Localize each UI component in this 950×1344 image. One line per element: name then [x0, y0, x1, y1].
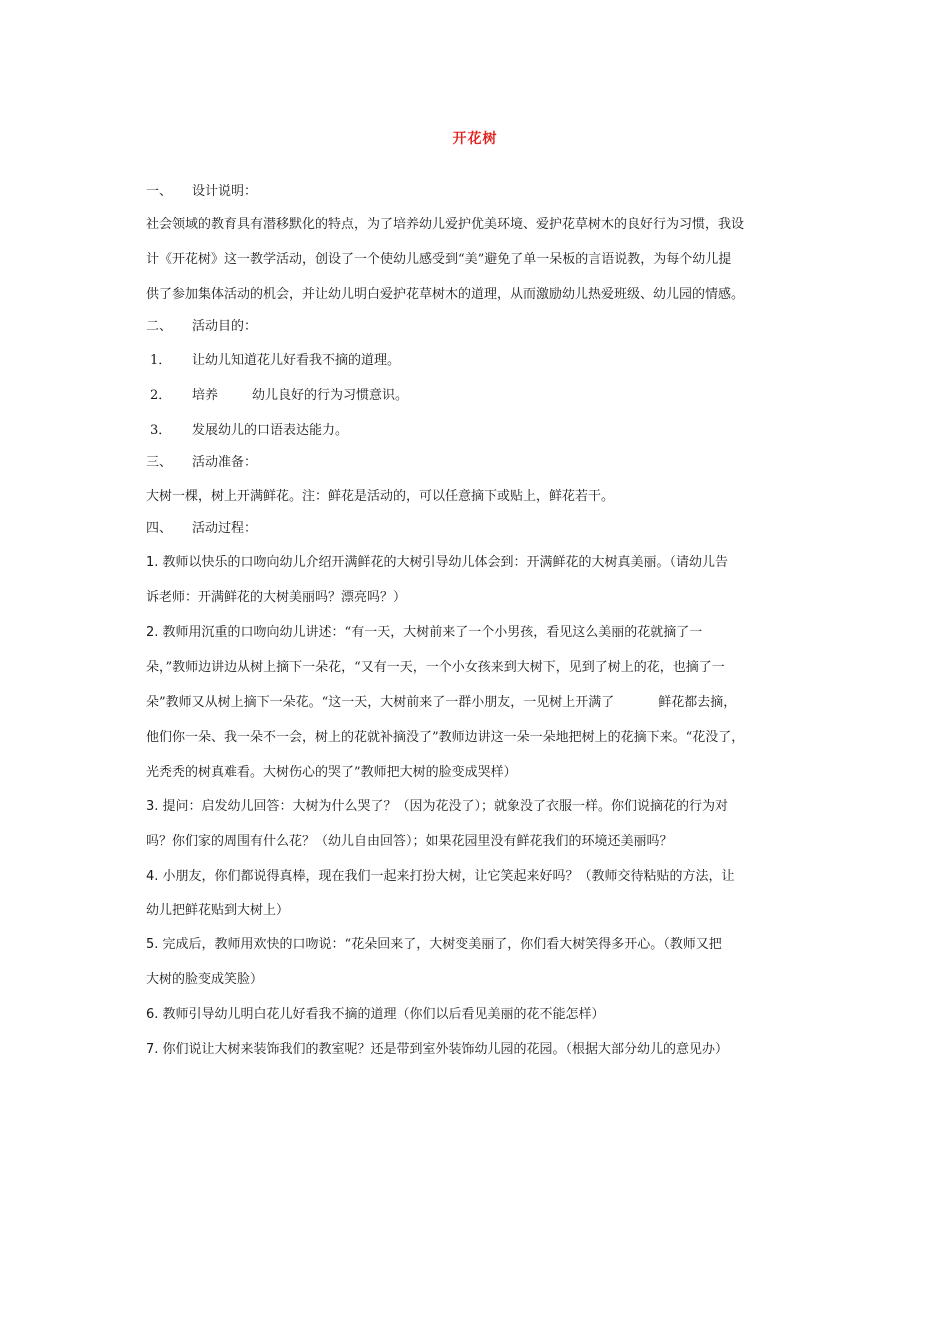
step-number: 4. — [146, 869, 159, 884]
step-text: 教师引导幼儿明白花儿好看我不摘的道理（你们以后看见美丽的花不能怎样） — [162, 1007, 605, 1022]
paragraph-line: 计《开花树》这一教学活动，创设了一个使幼儿感受到“美”避免了单一呆板的言语说教，为每个幼儿提 — [146, 252, 732, 267]
process-step-2 — [146, 624, 826, 642]
section-title: 设计说明： — [192, 184, 258, 199]
section-heading-prep — [146, 454, 826, 472]
step-number: 3. — [146, 799, 159, 814]
paragraph-line: 大树一棵，树上开满鲜花。注：鲜花是活动的，可以任意摘下或贴上，鲜花若干。 — [146, 489, 615, 504]
section-title: 活动准备： — [192, 455, 258, 470]
paragraph-line: 大树的脸变成笑脸） — [146, 972, 264, 987]
section-mark: 二、 — [146, 319, 173, 334]
step-number: 5. — [146, 937, 159, 952]
goal-text: 幼儿良好的行为习惯意识。 — [252, 388, 409, 403]
section-title: 活动目的： — [192, 319, 258, 334]
goal-number: 1． — [150, 353, 172, 368]
process-step-6 — [146, 1006, 826, 1024]
section-heading-process — [146, 520, 826, 538]
step-text: 教师用沉重的口吻向幼儿讲述：“有一天，大树前来了一个小男孩，看见这么美丽的花就摘了一 — [162, 625, 703, 640]
goal-item — [146, 352, 826, 370]
step-text: 小朋友，你们都说得真棒，现在我们一起来打扮大树，让它笑起来好吗？（教师交待粘贴的方法，让 — [162, 869, 735, 884]
process-step-7 — [146, 1041, 826, 1059]
paragraph-line: 光秃秃的树真难看。大树伤心的哭了”教师把大树的脸变成哭样） — [146, 765, 517, 780]
goal-number: 3． — [150, 423, 172, 438]
section-mark: 三、 — [146, 455, 173, 470]
line-text: 鲜花都去摘， — [658, 695, 737, 710]
line-text: 朵”教师又从树上摘下一朵花。“这一天，大树前来了一群小朋友，一见树上开满了 — [146, 695, 615, 710]
section-mark: 一、 — [146, 184, 173, 199]
goal-item — [146, 422, 826, 440]
step-text: 教师以快乐的口吻向幼儿介绍开满鲜花的大树引导幼儿体会到：开满鲜花的大树真美丽。（请幼儿告 — [162, 555, 729, 570]
paragraph-line: 他们你一朵、我一朵不一会，树上的花就补摘没了”教师边讲这一朵一朵地把树上的花摘下来。“花没了， — [146, 730, 745, 745]
goal-number: 2． — [150, 388, 172, 403]
step-number: 2. — [146, 625, 159, 640]
paragraph-line: 供了参加集体活动的机会，并让幼儿明白爱护花草树木的道理，从而激励幼儿热爱班级、幼儿园的情感。 — [146, 287, 745, 302]
step-number: 7. — [146, 1042, 159, 1057]
goal-text: 发展幼儿的口语表达能力。 — [192, 423, 349, 438]
paragraph-line: 朵，”教师边讲边从树上摘下一朵花，“又有一天，一个小女孩来到大树下，见到了树上的花，也摘了一 — [146, 660, 725, 675]
process-step-4 — [146, 868, 826, 886]
section-heading-goals — [146, 318, 826, 336]
goal-text: 培养 — [192, 388, 219, 403]
step-text: 你们说让大树来装饰我们的教室呢？还是带到室外装饰幼儿园的花园。（根据大部分幼儿的意见办） — [162, 1042, 729, 1057]
step-text: 完成后，教师用欢快的口吻说：“花朵回来了，大树变美丽了，你们看大树笑得多开心。（教师又把 — [162, 937, 722, 952]
paragraph-line: 幼儿把鲜花贴到大树上） — [146, 903, 290, 918]
section-heading-design — [146, 183, 826, 201]
goal-item — [146, 387, 826, 405]
goal-text: 让幼儿知道花儿好看我不摘的道理。 — [192, 353, 401, 368]
paragraph-line: 吗？你们家的周围有什么花？（幼儿自由回答）；如果花园里没有鲜花我们的环境还美丽吗？ — [146, 834, 673, 849]
process-step-1 — [146, 554, 826, 572]
section-title: 活动过程： — [192, 521, 258, 536]
process-step-3 — [146, 798, 826, 816]
process-step-5 — [146, 936, 826, 954]
step-number: 1. — [146, 555, 159, 570]
document-title: 开花树 — [452, 131, 498, 147]
section-mark: 四、 — [146, 521, 173, 536]
paragraph-line: 诉老师：开满鲜花的大树美丽吗？漂亮吗？） — [146, 590, 407, 605]
paragraph-line: 社会领域的教育具有潜移默化的特点，为了培养幼儿爱护优美环境、爱护花草树木的良好行为习惯，我设 — [146, 217, 745, 232]
paragraph-line — [146, 694, 826, 712]
step-text: 提问：启发幼儿回答：大树为什么哭了？（因为花没了）；就象没了衣服一样。你们说摘花的行为对 — [162, 799, 729, 814]
step-number: 6. — [146, 1007, 159, 1022]
